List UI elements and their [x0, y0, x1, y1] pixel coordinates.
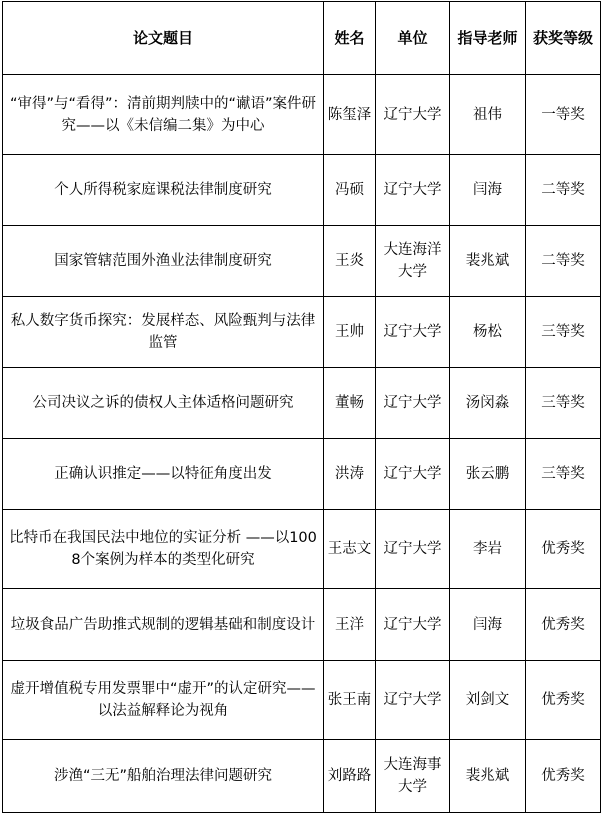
author-name: 刘路路 — [324, 740, 376, 813]
advisor-name: 裴兆斌 — [450, 226, 526, 297]
awards-table — [2, 1, 601, 813]
award-level: 三等奖 — [526, 368, 601, 439]
author-name: 王炎 — [324, 226, 376, 297]
table-row — [3, 589, 601, 661]
paper-title: 公司决议之诉的债权人主体适格问题研究 — [3, 368, 324, 439]
award-level: 二等奖 — [526, 226, 601, 297]
advisor-name: 祖伟 — [450, 75, 526, 155]
paper-title: 私人数字货币探究：发展样态、风险甄判与法律监管 — [3, 297, 324, 368]
advisor-name: 张云鹏 — [450, 439, 526, 510]
award-level: 三等奖 — [526, 297, 601, 368]
author-name: 陈玺泽 — [324, 75, 376, 155]
paper-title: 比特币在我国民法中地位的实证分析 ——以1008个案例为样本的类型化研究 — [3, 510, 324, 589]
header-advisor: 指导老师 — [450, 2, 526, 75]
author-name: 洪涛 — [324, 439, 376, 510]
table-row — [3, 368, 601, 439]
paper-title: 虚开增值税专用发票罪中“虚开”的认定研究——以法益解释论为视角 — [3, 661, 324, 740]
author-unit: 大连海事大学 — [376, 740, 450, 813]
author-unit: 辽宁大学 — [376, 368, 450, 439]
award-level: 一等奖 — [526, 75, 601, 155]
table-row — [3, 226, 601, 297]
paper-title: 垃圾食品广告助推式规制的逻辑基础和制度设计 — [3, 589, 324, 661]
advisor-name: 汤闵淼 — [450, 368, 526, 439]
author-unit: 辽宁大学 — [376, 589, 450, 661]
header-title: 论文题目 — [3, 2, 324, 75]
author-unit: 辽宁大学 — [376, 439, 450, 510]
table-row — [3, 155, 601, 226]
author-name: 冯硕 — [324, 155, 376, 226]
author-name: 王洋 — [324, 589, 376, 661]
paper-title: 涉渔“三无”船舶治理法律问题研究 — [3, 740, 324, 813]
author-name: 王志文 — [324, 510, 376, 589]
header-unit: 单位 — [376, 2, 450, 75]
award-level: 优秀奖 — [526, 740, 601, 813]
award-level: 三等奖 — [526, 439, 601, 510]
paper-title: 国家管辖范围外渔业法律制度研究 — [3, 226, 324, 297]
author-unit: 辽宁大学 — [376, 661, 450, 740]
award-level: 优秀奖 — [526, 589, 601, 661]
table-row — [3, 297, 601, 368]
author-unit: 辽宁大学 — [376, 75, 450, 155]
paper-title: 个人所得税家庭课税法律制度研究 — [3, 155, 324, 226]
paper-title: 正确认识推定——以特征角度出发 — [3, 439, 324, 510]
author-name: 张王南 — [324, 661, 376, 740]
advisor-name: 杨松 — [450, 297, 526, 368]
author-name: 王帅 — [324, 297, 376, 368]
author-unit: 辽宁大学 — [376, 510, 450, 589]
table-row — [3, 661, 601, 740]
table-row — [3, 740, 601, 813]
paper-title: “审得”与“看得”：清前期判牍中的“谳语”案件研究——以《未信编二集》为中心 — [3, 75, 324, 155]
table-row — [3, 510, 601, 589]
advisor-name: 闫海 — [450, 155, 526, 226]
award-level: 二等奖 — [526, 155, 601, 226]
advisor-name: 裴兆斌 — [450, 740, 526, 813]
table-body — [3, 75, 601, 813]
award-level: 优秀奖 — [526, 661, 601, 740]
author-unit: 辽宁大学 — [376, 155, 450, 226]
author-name: 董畅 — [324, 368, 376, 439]
table-row — [3, 439, 601, 510]
author-unit: 辽宁大学 — [376, 297, 450, 368]
advisor-name: 闫海 — [450, 589, 526, 661]
award-level: 优秀奖 — [526, 510, 601, 589]
header-name: 姓名 — [324, 2, 376, 75]
author-unit: 大连海洋大学 — [376, 226, 450, 297]
header-row — [3, 2, 601, 75]
advisor-name: 李岩 — [450, 510, 526, 589]
table-row — [3, 75, 601, 155]
advisor-name: 刘剑文 — [450, 661, 526, 740]
header-award: 获奖等级 — [526, 2, 601, 75]
